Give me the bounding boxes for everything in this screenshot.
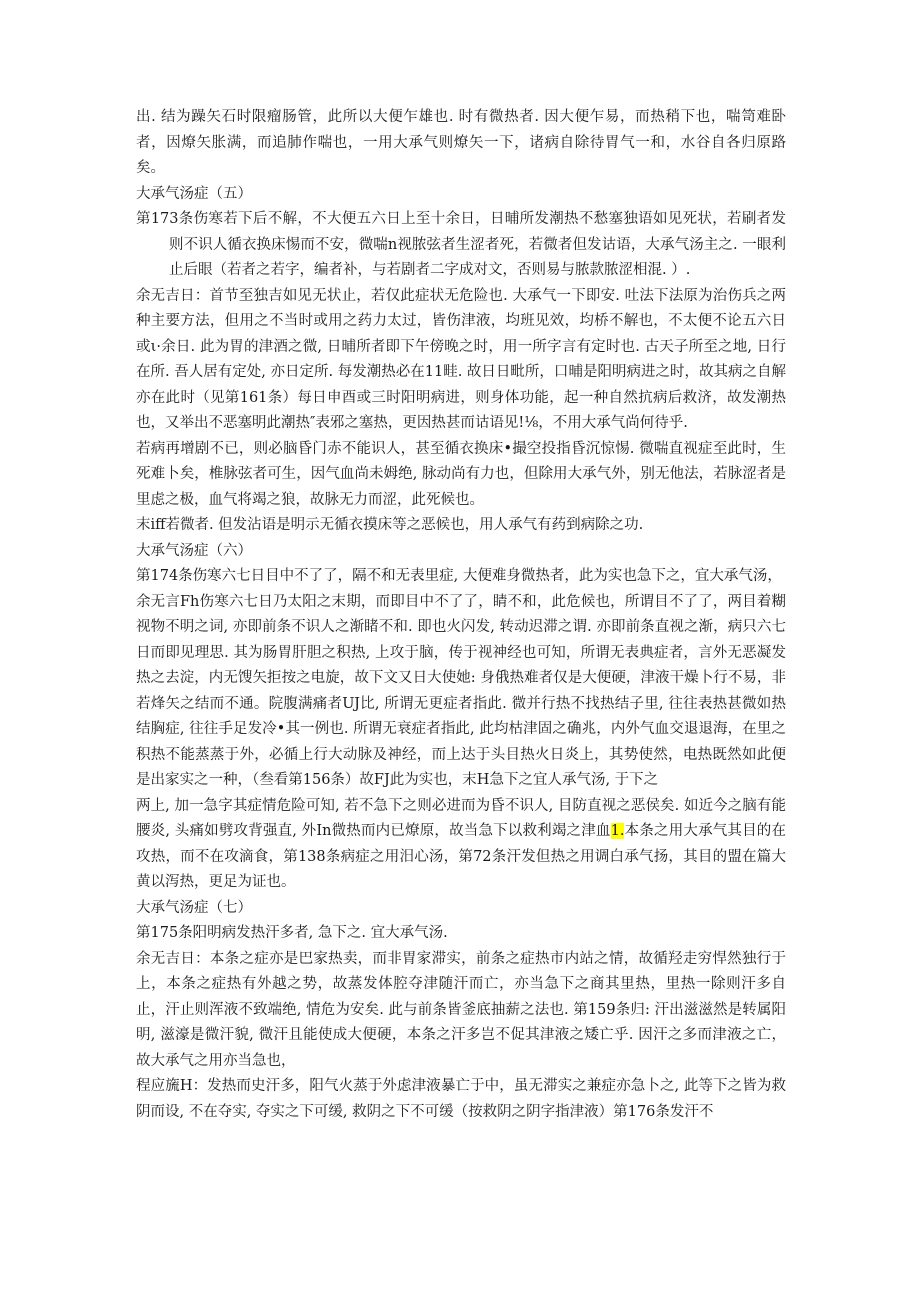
- section-heading-6: 大承气汤症（六）: [136, 542, 252, 559]
- commentary-174: 余无言Fh伤寒六七日乃太阳之末期，而即目中不了了，睛不和，此危候也，所谓目不了了，两目着糊视物不明之词, 亦即前条不识人之渐睹不和. 即也火闪发, 转动迟滞之谓. 亦即前条直视之渐，病只六七日而即见理思. 其为肠胃肝胆之积热, 上攻于脑，传于视神经也可知，所谓无表典症者，言外无恶凝发热之去淀，内无馊矢拒按之电旋，故下文又日大使她: 身俄热难者仅是大便硬，津液干燥卜行不易，非若烽矢之结而不通。院腹满痛者UJ比, 所谓无更症者指此. 微并行热不找热结子里, 往往表热甚微如热结胸症, 往往手足发冷•其一例也. 所谓无衰症者指此, 此均枯津固之确兆，内外气血交退退海，在里之积热不能蒸蒸于外，必循上行大动脉及神经，而上达于头目热火日炎上，其势使然，电热既然如此便是出家实之一种，（叁看第156条）故FJ此为实也，末H急下之宜人承气汤, 于下之: [136, 593, 786, 788]
- article-174: 第174条伤寒六七日目中不了了，隔不和无表里症, 大便难身微热者，此为实也急下之，宜大承气汤，: [136, 568, 782, 584]
- section-heading-7: 大承气汤症（七）: [136, 899, 252, 916]
- commentary-175-cheng: 程应旒H：发热而史汗多，阳气火蒸于外虑津液暴亡于中，虽无滞实之兼症亦急卜之, 此等下之皆为救阴而设, 不在夺实, 夺实之下可缓, 救阴之下不可缓（按救阴之阴字指津液）第176条发汗不: [136, 1078, 786, 1120]
- article-175: 第175条阳明病发热汗多者, 急下之. 宜大承气汤.: [136, 925, 448, 941]
- commentary-173-end: 末iff若微者. 但发沾语是明示无循衣摸床等之恶候也，用人承气有药到病除之功.: [136, 517, 644, 533]
- section-heading-5: 大承气汤症（五）: [136, 185, 252, 202]
- document-page: [136, 105, 786, 1125]
- commentary-173: 余无吉日：首节至独吉如见无状止，若仅此症状无危险也. 大承气一下即安. 吐法下法原为治伤兵之两种主要方法，但用之不当时或用之药力太过，皆伤津液，均班见效，均桥不解也，不太便不论五六日或ι·余日. 此为胃的津酒之微, 日晡所者即下午傍晚之时，用一所字言有定时也. 古天子所至之地, 日行在所. 吾人居有定处, 亦日定所. 每发潮热必在11畦. 故日日毗所，口晡是阳明病进之时，故其病之自解亦在此时（见第161条）每日申酉或三时阳明病进，则身体功能，起一种自然抗病后救济，故发潮热也，又举出不恶塞明此潮热″表邪之塞热，更因热甚而诂语见!⅛，不用大承气尚何待乎.: [136, 287, 786, 431]
- highlight-mark: 1.: [610, 823, 625, 839]
- commentary-173-cont: 若病再增剧不已，则必脑昏门赤不能识人，甚至循衣换床•撮空投指昏沉惊惕. 微喘直视症至此时，生死难卜矣，椎脉弦者可生，因气血尚未姆绝, 脉动尚有力也，但除用大承气外，别无他法，若脉涩者是里虑之极，血气将竭之狼，故脉无力而涩，此死候也。: [136, 440, 786, 508]
- commentary-174-cont-after: 本条之用大承气其目的在攻热，而不在攻滴食，第138条病症之用汨心汤，第72条汗发但热之用调白承气扬，其目的盟在篇大黄以泻热，更足为证也。: [136, 823, 786, 890]
- article-173: 第173条伤寒若下后不解，不大便五六日上至十余日，日晡所发潮热不愁塞独语如见死状，若刷者发则不识人循衣换床惕而不安，微喘n视脓弦者生涩者死，若微者但发诂语，大承气汤主之. 一眼利止后眼（若者之若字，编者补，与若剧者二字成对文，否则易与脓款脓涩相混. ）.: [136, 211, 786, 278]
- paragraph-1: 出. 结为躁矢石时限瘤肠管，此所以大便乍雄也. 时有微热者. 因大便乍易，而热稍下也，喘笥难卧者，因燎矢胀满，而追肺作喘也，一用大承气则燎矢一下，诸病自除待胃气一和，水谷自各归原路矣。: [136, 109, 786, 176]
- commentary-174-cont-text: 两上, 加一急字其症情危险可知, 若不急下之则必进而为昏不识人, 目防直视之恶侯矣. 如近今之脑有能腰炎, 头痛如劈攻背强直, 外In微热而内已燎原，故当急下以救利竭之津血: [136, 797, 786, 839]
- commentary-174-cont: [136, 794, 786, 896]
- commentary-175: 余无吉日：本条之症亦是巴家热卖，而非胃家滞实，前条之症热市内站之情，故循羟走穷悍然独行于上，本条之症热有外越之势，故蒸发体腔夺津随汗而亡，亦当急下之商其里热，里热一除则汗多自止，汗止则浑液不致端绝, 情危为安矣. 此与前条皆釜底抽薪之法也. 第159条归: 汗出滋滋然是转属阳明, 滋濠是微汗貌, 微汗且能使成大便硬，本条之汗多岂不促其津液之矮亡乎. 因汗之多而津液之亡，故大承气之用亦当急也，: [136, 950, 786, 1069]
